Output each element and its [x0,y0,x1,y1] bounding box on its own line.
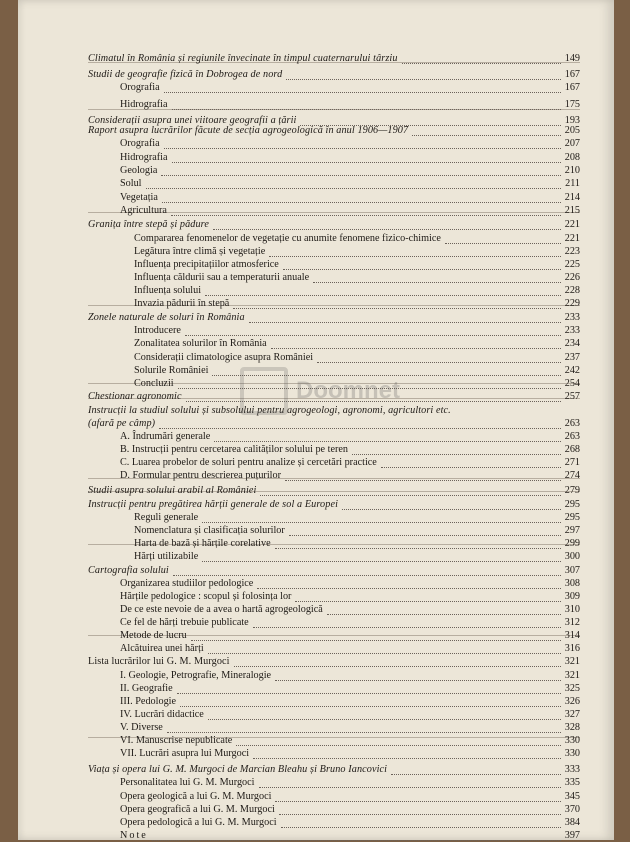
toc-page-number: 242 [564,365,580,376]
leader-dots [208,711,561,720]
toc-subentry [18,734,614,747]
toc-entry-title: C. Luarea probelor de soluri pentru analize și cercetări practice [120,457,377,468]
toc-page-number: 316 [564,643,580,654]
toc-entry-title: Influența solului [134,285,202,296]
toc-entry-title: Hărțile pedologice : scopul și folosința lor [120,591,292,602]
toc-page-number: 214 [564,192,580,203]
toc-subentry [18,151,614,164]
toc-subentry [18,98,614,111]
toc-subentry [18,351,614,364]
toc-entry-title: Ce fel de hărți trebuie publicate [120,617,249,628]
toc-subentry [18,456,614,469]
toc-entry-title: Zonele naturale de soluri în România [88,312,245,323]
toc-entry-title: Studii asupra solului arabil al României [88,485,257,496]
leader-dots [164,140,561,149]
bookshop-logo-icon [240,367,288,415]
toc-subentry [18,164,614,177]
watermark [240,367,420,425]
toc-page-number: 279 [564,485,580,496]
toc-page-number: 312 [564,617,580,628]
toc-entry-title: Influența precipitațiilor atmosferice [134,259,279,270]
toc-page-number: 321 [564,656,580,667]
toc-entry-title: Invazia pădurii în stepă [134,298,230,309]
toc-entry-title: Solul [120,178,142,189]
toc-page-number: 271 [564,457,580,468]
toc-entry-title: Organizarea studiilor pedologice [120,578,254,589]
toc-entry-title: Hidrografia [120,152,168,163]
toc-subentry [18,524,614,537]
leader-dots [260,487,561,496]
toc-page-number: 237 [564,352,580,363]
leader-dots [234,658,561,667]
toc-entry-title: Geologia [120,165,158,176]
leader-dots [173,567,561,576]
toc-entry-title: V. Diverse [120,722,163,733]
watermark-text: Doomnet [296,377,400,404]
toc-subentry [18,629,614,642]
leader-dots [185,327,561,336]
leader-dots [327,606,561,615]
toc-entry-title: Hărți utilizabile [134,551,199,562]
leader-dots [445,235,561,244]
leader-dots [213,221,561,230]
toc-subentry [18,204,614,217]
toc-subentry [18,642,614,655]
toc-page-number: 314 [564,630,580,641]
leader-dots [275,793,561,802]
toc-page-number: 221 [564,233,580,244]
toc-subentry [18,590,614,603]
toc-entry-title: Granița între stepă și pădure [88,219,209,230]
toc-page-number: 397 [564,830,580,841]
toc-subentry [18,337,614,350]
toc-page-number: 228 [564,285,580,296]
toc-subentry [18,511,614,524]
toc-page-number: 263 [564,431,580,442]
toc-entry-title: VII. Lucrări asupra lui Murgoci [120,748,250,759]
toc-subentry [18,682,614,695]
toc-page-number: 268 [564,444,580,455]
toc-entry-title: IV. Lucrări didactice [120,709,204,720]
leader-dots [313,274,561,283]
toc-entry-title: Metode de lucru [120,630,187,641]
leader-dots [202,514,561,523]
toc-subentry [18,469,614,482]
toc-entry-title: Opera geografică a lui G. M. Murgoci [120,804,275,815]
toc-entry-title: I. Geologie, Petrografie, Mineralogie [120,670,272,681]
toc-subentry [18,829,614,842]
toc-entry-title: Opera geologică a lui G. M. Murgoci [120,791,272,802]
toc-subentry [18,81,614,94]
toc-subentry [18,669,614,682]
toc-entry-title: Hidrografia [120,99,168,110]
toc-entry-title: Concluzii [134,378,174,389]
toc-page-number: 205 [564,125,580,136]
toc-subentry [18,324,614,337]
leader-dots [412,127,561,136]
leader-dots [172,101,561,110]
leader-dots [205,287,561,296]
toc-page-number: 333 [564,764,580,775]
leader-dots [177,685,561,694]
toc-subentry [18,577,614,590]
toc-page-number: 215 [564,205,580,216]
toc-entry-title: Viața și opera lui G. M. Murgoci de Marcian Bleahu și Bruno Iancovici [88,764,388,775]
toc-entry-title: Reguli generale [134,512,199,523]
toc-page-number: 233 [564,312,580,323]
toc-page-number: 370 [564,804,580,815]
leader-dots [257,580,561,589]
leader-dots [295,593,561,602]
toc-entry-title: Alcătuirea unei hărți [120,643,204,654]
toc-page-number: 308 [564,578,580,589]
toc-page-number: 211 [565,178,580,189]
toc-subentry [18,550,614,563]
toc-subentry [18,232,614,245]
toc-page-number: 384 [564,817,580,828]
leader-dots [214,433,561,442]
toc-page-number: 221 [564,219,580,230]
leader-dots [275,672,561,681]
toc-page-number: 310 [564,604,580,615]
leader-dots [269,248,561,257]
toc-page-number: 233 [564,325,580,336]
leader-dots [162,194,561,203]
leader-dots [352,446,561,455]
toc-entry-title: Influența căldurii sau a temperaturii anuale [134,272,310,283]
toc-subentry [18,297,614,310]
toc-page-number: 309 [564,591,580,602]
leader-dots [317,354,561,363]
toc-page-number: 210 [564,165,580,176]
toc-page-number: 299 [564,538,580,549]
toc-entry-title: Lista lucrărilor lui G. M. Murgoci [88,656,230,667]
toc-entry-title: Introducere [134,325,181,336]
toc-entry-title: Compararea fenomenelor de vegetație cu anumite fenomene fizico-chimice [134,233,441,244]
toc-subentry [18,284,614,297]
toc-section-entry [18,68,614,81]
leader-dots [283,261,561,270]
book-page [18,0,614,840]
toc-entry-title: II. Geografie [120,683,173,694]
leader-dots [275,540,561,549]
toc-subentry [18,430,614,443]
toc-page-number: 226 [564,272,580,283]
toc-subentry [18,191,614,204]
toc-subentry [18,443,614,456]
leader-dots [286,71,561,80]
toc-subentry [18,177,614,190]
leader-dots [172,154,561,163]
leader-dots [253,750,561,759]
toc-entry-title: Zonalitatea solurilor în România [134,338,267,349]
leader-dots [253,619,561,628]
toc-subentry [18,616,614,629]
leader-dots [381,459,561,468]
toc-page-number: 300 [564,551,580,562]
leader-dots [285,472,561,481]
toc-section-entry [18,311,614,324]
toc-section-entry [18,564,614,577]
toc-entry-title: Harta de bază și hărțile corelative [134,538,271,549]
toc-page-number: 330 [564,748,580,759]
toc-entry-title: D. Formular pentru descrierea puțurilor [120,470,281,481]
toc-page-number: 208 [564,152,580,163]
leader-dots [167,724,561,733]
toc-page-number: 321 [564,670,580,681]
toc-subentry [18,747,614,760]
toc-entry-title: Orografia [120,82,160,93]
toc-subentry [18,708,614,721]
leader-dots [191,632,561,641]
toc-page-number: 167 [564,69,580,80]
toc-entry-title: Orografia [120,138,160,149]
toc-subentry [18,776,614,789]
toc-entry-title: Climatul în România și regiunile înveсinate în timpul cuaternarului târziu [88,53,398,64]
toc-entry-title: Considerații asupra unei viitoare geografii a țării [88,115,297,126]
toc-entry-title: Personalitatea lui G. M. Murgoci [120,777,255,788]
toc-entry-title: Nomenclatura și clasificația solurilor [134,525,285,536]
toc-subentry [18,537,614,550]
toc-page-number: 167 [564,82,580,93]
toc-page-number: 225 [564,259,580,270]
toc-page-number: 193 [564,115,580,126]
leader-dots [233,300,561,309]
toc-entry-title: Instrucții pentru pregătirea hărții generale de sol a Europei [88,499,339,510]
toc-entry-title: Opera pedologică a lui G. M. Murgoci [120,817,277,828]
leader-dots [202,553,561,562]
leader-dots [281,819,561,828]
toc-page-number: 149 [564,53,580,64]
toc-page-number: 326 [564,696,580,707]
toc-entry-title: Agricultura [120,205,167,216]
toc-entry-title: B. Instrucții pentru cercetarea calităților solului pe teren [120,444,348,455]
toc-entry-title: Legătura între climă și vegetație [134,246,266,257]
toc-page-number: 229 [564,298,580,309]
toc-page-number: 328 [564,722,580,733]
toc-page-number: 295 [564,512,580,523]
toc-page-number: 345 [564,791,580,802]
toc-page-number: 274 [564,470,580,481]
toc-section-entry [18,218,614,231]
toc-page-number: 335 [564,777,580,788]
toc-page-number: 223 [564,246,580,257]
toc-page-number: 254 [564,378,580,389]
toc-entry-title: De ce este nevoie de a avea o hartă agrogeologică [120,604,323,615]
leader-dots [402,55,561,64]
toc-page-number: 297 [564,525,580,536]
leader-dots [146,180,561,189]
toc-subentry [18,695,614,708]
toc-page-number: 263 [564,418,580,429]
toc-entry-title: Studii de geografie fizică în Dobrogea de nord [88,69,283,80]
toc-page-number: 295 [564,499,580,510]
leader-dots [180,698,561,707]
leader-dots [164,84,561,93]
toc-entry-title: Solurile României [134,365,209,376]
toc-entry-title: III. Pedologie [120,696,177,707]
toc-subentry [18,245,614,258]
leader-dots [279,806,561,815]
toc-page-number: 175 [564,99,580,110]
leader-dots [171,207,561,216]
toc-section-entry [18,124,614,137]
leader-dots [208,645,561,654]
leader-dots [249,314,561,323]
toc-entry-title: Raport asupra lucrărilor făcute de secția agrogeologică în anul 1906—1907 [88,125,409,136]
leader-dots [391,766,561,775]
leader-dots [161,167,561,176]
toc-page-number: 234 [564,338,580,349]
leader-dots [236,737,561,746]
toc-entry-title: Note [120,830,148,841]
toc-page-number: 207 [564,138,580,149]
toc-section-entry [18,52,614,65]
toc-section-entry [18,484,614,497]
toc-section-entry [18,655,614,668]
toc-subentry [18,258,614,271]
leader-dots [289,527,561,536]
toc-entry-title: Instrucții la studiul solului și subsolului pentru agrogeologi, agronomi, agricultori etc. [88,405,451,416]
toc-subentry [18,816,614,829]
toc-entry-title: Considerații climatologice asupra României [134,352,314,363]
toc-page-number: 327 [564,709,580,720]
toc-entry-title: Vegetația [120,192,158,203]
toc-subentry [18,803,614,816]
leader-dots [342,501,561,510]
toc-page-number: 325 [564,683,580,694]
toc-section-entry [18,763,614,776]
toc-entry-title: VI. Manuscrise nepublicate [120,735,233,746]
toc-page-number: 307 [564,565,580,576]
toc-subentry [18,603,614,616]
leader-dots [259,779,561,788]
toc-entry-title: Cartografia solului [88,565,169,576]
toc-section-entry [18,498,614,511]
toc-subentry [18,137,614,150]
toc-subentry [18,721,614,734]
toc-subentry [18,790,614,803]
leader-dots [271,340,561,349]
toc-entry-title: A. Îndrumări generale [120,431,211,442]
toc-page-number: 330 [564,735,580,746]
toc-page-number: 257 [564,391,580,402]
toc-subentry [18,271,614,284]
toc-entry-title: Chestionar agronomic [88,391,182,402]
toc-entry-title: (afară pe câmp) [88,418,156,429]
